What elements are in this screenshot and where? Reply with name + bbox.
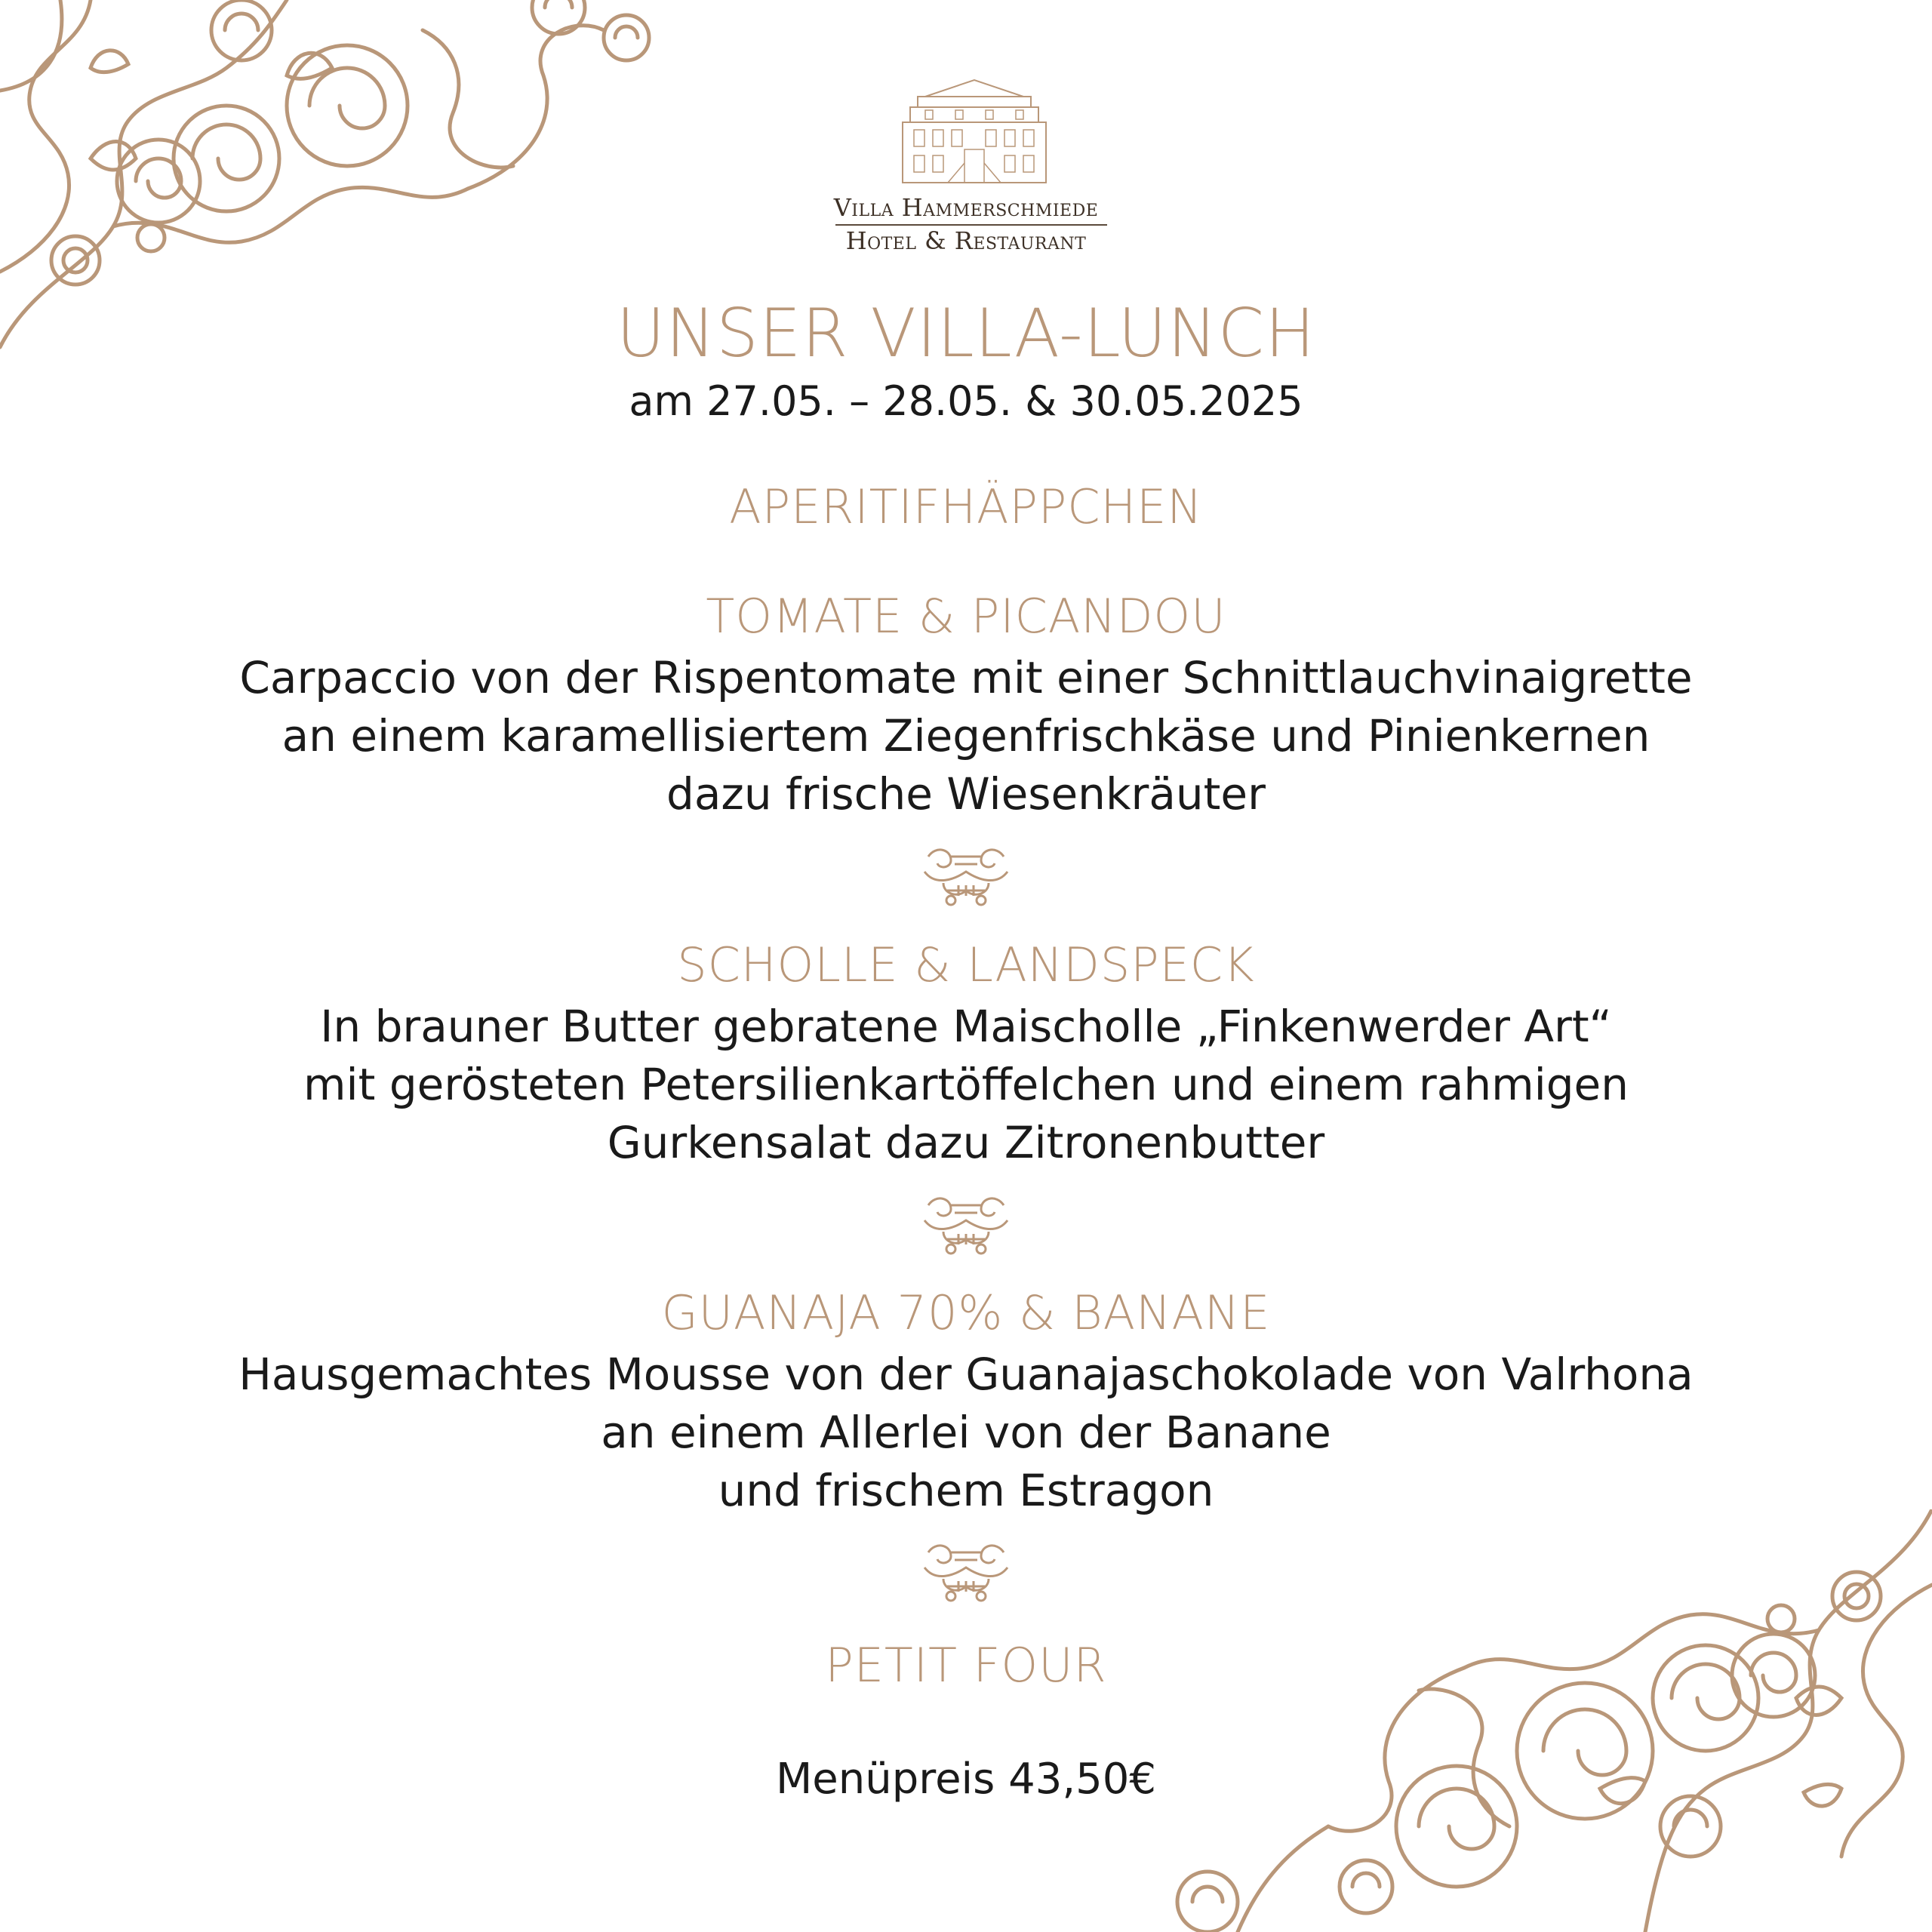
description-line: In brauner Butter gebratene Maischolle „Finkenwerder Art“ bbox=[320, 1001, 1612, 1052]
description-line: an einem karamellisiertem Ziegenfrischkäse und Pinienkernen bbox=[281, 710, 1651, 761]
description-line: Carpaccio von der Rispentomate mit einer Schnittlauchvinaigrette bbox=[239, 652, 1693, 703]
description-line: und frischem Estragon bbox=[718, 1465, 1214, 1516]
ornament-divider bbox=[913, 1537, 1019, 1605]
logo-subtitle: Hotel & Restaurant bbox=[845, 226, 1087, 255]
petit-four-heading: PETIT FOUR bbox=[825, 1638, 1107, 1693]
course-title: SCHOLLE & LANDSPECK bbox=[677, 937, 1255, 992]
menu-price: Menüpreis 43,50€ bbox=[775, 1755, 1157, 1804]
aperitif-heading: APERITIFHÄPPCHEN bbox=[729, 479, 1203, 534]
course-description bbox=[0, 1346, 1932, 1520]
course-description bbox=[0, 649, 1932, 823]
course-title: TOMATE & PICANDOU bbox=[706, 589, 1226, 644]
logo-divider bbox=[835, 224, 1107, 226]
description-line: dazu frische Wiesenkräuter bbox=[666, 768, 1266, 820]
course-description bbox=[0, 998, 1932, 1172]
ornament-divider bbox=[913, 841, 1019, 909]
hotel-building-logo bbox=[895, 74, 1054, 187]
course-title: GUANAJA 70% & BANANE bbox=[661, 1285, 1271, 1340]
logo-name: Villa Hammerschmiede bbox=[833, 193, 1099, 222]
menu-date: am 27.05. – 28.05. & 30.05.2025 bbox=[629, 377, 1303, 425]
menu-title: UNSER VILLA-LUNCH bbox=[616, 294, 1316, 372]
description-line: Hausgemachtes Mousse von der Guanajaschokolade von Valrhona bbox=[238, 1349, 1694, 1400]
description-line: an einem Allerlei von der Banane bbox=[601, 1407, 1331, 1458]
description-line: Gurkensalat dazu Zitronenbutter bbox=[607, 1117, 1325, 1168]
bottom-right-ornament bbox=[1140, 1509, 1932, 1932]
description-line: mit gerösteten Petersilienkartöffelchen und einem rahmigen bbox=[303, 1059, 1629, 1110]
ornament-divider bbox=[913, 1190, 1019, 1258]
